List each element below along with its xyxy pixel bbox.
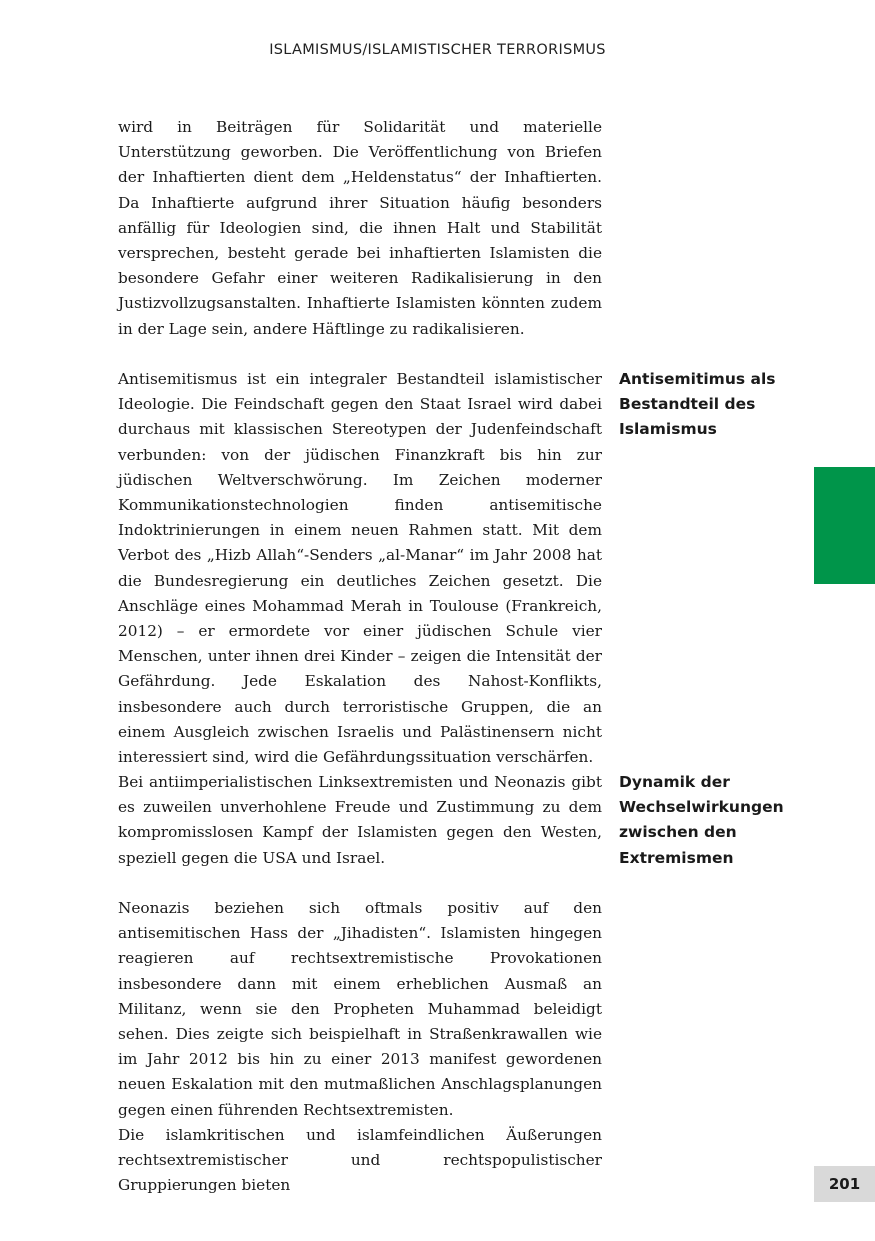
margin-note-dynamics: Dynamik der Wechselwirkungen zwischen den Extremismen — [619, 773, 784, 867]
body-paragraph: Neonazis beziehen sich oftmals positiv auf den antisemitischen Hass der „Jihadisten“. Islamisten hingegen reagieren auf rechtsextremistische Provokationen insbesondere dann mit einem erheblichen Ausmaß an Militanz, wenn sie den Propheten Muhammad beleidigt sehen. Dies zeigte sich beispielhaft in Straßenkrawallen wie im Jahr 2012 bis hin zu einer 2013 manifest gewordenen neuen Eskalation mit den mutmaßlichen Anschlagsplanungen gegen einen führenden Rechtsextremisten. — [118, 899, 602, 1119]
body-paragraph: Die islamkritischen und islamfeindlichen Äußerungen rechtsextremistischer und rechtspopulistischer Gruppierungen bieten — [118, 1126, 602, 1195]
page-number: 201 — [814, 1166, 875, 1202]
body-paragraph: Bei antiimperialistischen Linksextremisten und Neonazis gibt es zuweilen unverhohlene Freude und Zustimmung zu dem kompromisslosen Kampf der Islamisten gegen den Westen, speziell gegen die USA und Israel. — [118, 773, 602, 867]
chapter-thumb-tab — [814, 467, 875, 584]
body-paragraph: Antisemitismus ist ein integraler Bestandteil islamistischer Ideologie. Die Feindschaft gegen den Staat Israel wird dabei durchaus mit klassischen Stereotypen der Judenfeindschaft verbunden: von der jüdischen Finanzkraft bis hin zur jüdischen Weltverschwörung. Im Zeichen moderner Kommunikationstechnologien finden antisemitische Indoktrinierungen in einem neuen Rahmen statt. Mit dem Verbot des „Hizb Allah“-Senders „al-Manar“ im Jahr 2008 hat die Bundesregierung ein deutliches Zeichen gesetzt. Die Anschläge eines Mohammad Merah in Toulouse (Frankreich, 2012) – er ermordete vor einer jüdischen Schule vier Menschen, unter ihnen drei Kinder – zeigen die Intensität der Gefährdung. Jede Eskalation des Nahost-Konflikts, insbesondere auch durch terroristische Gruppen, die an einem Ausgleich zwischen Israelis und Palästinensern nicht interessiert sind, wird die Gefährdungssituation verschärfen. — [118, 370, 602, 767]
running-header: ISLAMISMUS/ISLAMISTISCHER TERRORISMUS — [269, 42, 606, 58]
margin-note-antisemitism: Antisemitimus als Bestandteil des Islamismus — [619, 370, 776, 439]
body-paragraph: wird in Beiträgen für Solidarität und materielle Unterstützung geworben. Die Veröffentlichung von Briefen der Inhaftierten dient dem „Heldenstatus“ der Inhaftierten. Da Inhaftierte aufgrund ihrer Situation häufig besonders anfällig für Ideologien sind, die ihnen Halt und Stabilität versprechen, besteht gerade bei inhaftierten Islamisten die besondere Gefahr einer weiteren Radikalisierung in den Justizvollzugsanstalten. Inhaftierte Islamisten könnten zudem in der Lage sein, andere Häftlinge zu radikalisieren. — [118, 118, 602, 338]
